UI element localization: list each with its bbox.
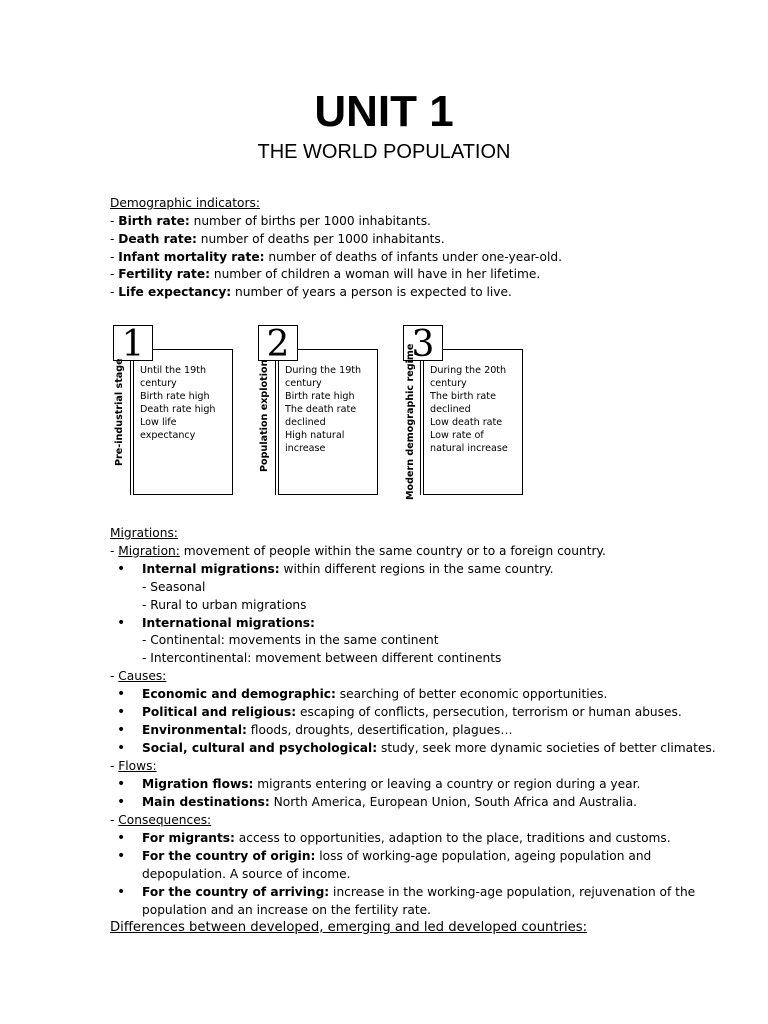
stage-1-rule (130, 360, 131, 495)
consequence-item: For the country of arriving: increase in the working-age population, rejuvenation of the (142, 885, 696, 899)
bullet: • (117, 615, 126, 631)
bullet: • (117, 740, 126, 756)
indicator-fertility-rate: - Fertility rate: number of children a woman will have in her lifetime. (110, 267, 541, 281)
bullet: • (117, 776, 126, 792)
indicator-death-rate: - Death rate: number of deaths per 1000 inhabitants. (110, 232, 445, 246)
stage-2-box (278, 349, 378, 495)
internal-sub-item: - Rural to urban migrations (142, 598, 307, 612)
flows-heading: - Flows: (110, 759, 157, 773)
consequence-item-continued: population and an increase on the fertility rate. (142, 903, 432, 917)
differences-heading: Differences between developed, emerging and led developed countries: (110, 920, 588, 935)
migration-definition: - Migration: movement of people within the same country or to a foreign country. (110, 544, 606, 558)
bullet: • (117, 794, 126, 810)
stage-3-number: 3 (403, 325, 443, 361)
international-sub-item: - Intercontinental: movement between different continents (142, 651, 502, 665)
stage-1-label: Pre-industrial stage (114, 358, 125, 466)
indicator-infant-mortality: - Infant mortality rate: number of deaths of infants under one-year-old. (110, 250, 562, 264)
stage-1-number: 1 (113, 325, 153, 361)
indicator-life-expectancy: - Life expectancy: number of years a person is expected to live. (110, 285, 512, 299)
stage-2-rule (275, 360, 276, 495)
stage-3-box (423, 349, 523, 495)
international-sub-item: - Continental: movements in the same continent (142, 633, 439, 647)
bullet: • (117, 561, 126, 577)
migrations-heading: Migrations: (110, 526, 178, 540)
bullet: • (117, 704, 126, 720)
page-title: UNIT 1 (314, 87, 454, 136)
consequence-item: For the country of origin: loss of working-age population, ageing population and (142, 849, 652, 863)
cause-item: Economic and demographic: searching of better economic opportunities. (142, 687, 608, 701)
cause-item: Environmental: floods, droughts, desertification, plagues… (142, 723, 513, 737)
indicator-birth-rate: - Birth rate: number of births per 1000 inhabitants. (110, 214, 431, 228)
stage-3-label: Modern demographic regime (405, 343, 416, 500)
cause-item: Social, cultural and psychological: study, seek more dynamic societies of better climates. (142, 741, 716, 755)
demographic-heading: Demographic indicators: (110, 196, 260, 210)
internal-sub-item: - Seasonal (142, 580, 206, 594)
international-migrations: International migrations: (142, 616, 315, 630)
causes-heading: - Causes: (110, 669, 167, 683)
stage-2-label: Population explotion (259, 359, 270, 472)
stage-1-text: Until the 19th century Birth rate high Death rate high Low life expectancy (140, 365, 216, 441)
internal-migrations: Internal migrations: within different regions in the same country. (142, 562, 554, 576)
consequences-heading: - Consequences: (110, 813, 212, 827)
flow-item: Main destinations: North America, European Union, South Africa and Australia. (142, 795, 638, 809)
bullet: • (117, 830, 126, 846)
stage-3-text: During the 20th century The birth rate declined Low death rate Low rate of natural increase (430, 365, 508, 454)
consequence-item-continued: depopulation. A source of income. (142, 867, 351, 881)
stage-1-box (133, 349, 233, 495)
bullet: • (117, 884, 126, 900)
cause-item: Political and religious: escaping of conflicts, persecution, terrorism or human abuses. (142, 705, 682, 719)
consequence-item: For migrants: access to opportunities, adaption to the place, traditions and customs. (142, 831, 671, 845)
page-subtitle: THE WORLD POPULATION (257, 141, 511, 163)
stage-2-number: 2 (258, 325, 298, 361)
stage-2-text: During the 19th century Birth rate high The death rate declined High natural increase (285, 365, 362, 454)
bullet: • (117, 686, 126, 702)
bullet: • (117, 848, 126, 864)
flow-item: Migration flows: migrants entering or leaving a country or region during a year. (142, 777, 641, 791)
bullet: • (117, 722, 126, 738)
stage-3-rule (420, 360, 421, 495)
